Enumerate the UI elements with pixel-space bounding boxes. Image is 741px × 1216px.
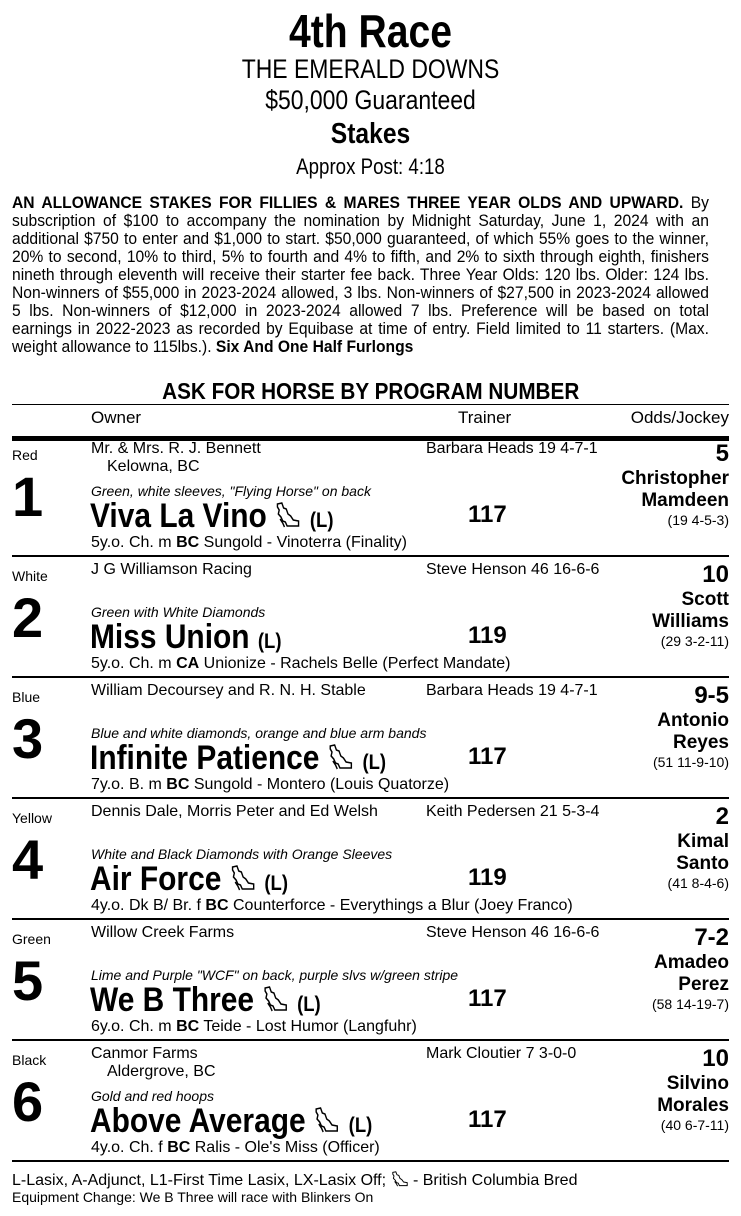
horse-name: Air Force	[90, 860, 222, 898]
age-sex: 5y.o. Ch. m	[91, 655, 172, 672]
trainer: Keith Pedersen 21 5-3-4	[426, 803, 600, 820]
entry-row	[12, 1042, 729, 1162]
morning-line-odds: 10	[702, 561, 729, 588]
state-bred: BC	[176, 534, 200, 551]
sire-dam: Unionize - Rachels Belle (Perfect Mandate)	[203, 655, 511, 672]
sire-dam: Sungold - Montero (Louis Quatorze)	[193, 776, 450, 793]
age-sex: 5y.o. Ch. m	[91, 534, 172, 551]
jockey-stats: (58 14-19-7)	[651, 996, 729, 1012]
silks-description: Green with White Diamonds	[91, 604, 266, 620]
silks-description: Lime and Purple "WCF" on back, purple slvs w/green stripe	[91, 967, 459, 983]
jockey-stats: (19 4-5-3)	[667, 512, 729, 528]
program-number-banner	[12, 378, 729, 405]
horse-name: We B Three	[90, 981, 255, 1019]
trainer: Barbara Heads 19 4-7-1	[426, 682, 598, 699]
age-sex: 6y.o. Ch. m	[91, 1018, 172, 1035]
saddle-cloth-color: White	[12, 568, 48, 584]
race-distance: Six And One Half Furlongs	[215, 338, 414, 356]
medication: (L)	[309, 509, 334, 532]
silks-description: White and Black Diamonds with Orange Sleeves	[91, 846, 393, 862]
saddle-cloth-color: Blue	[12, 689, 41, 705]
race-header	[0, 0, 741, 182]
owner	[91, 924, 234, 942]
weight: 119	[468, 622, 507, 649]
state-bred: BC	[176, 1018, 200, 1035]
owner-city: Aldergrove, BC	[107, 1063, 216, 1080]
pedigree	[91, 655, 510, 673]
entry-row	[12, 558, 729, 678]
entry-row	[12, 679, 729, 799]
state-bred: CA	[176, 655, 200, 672]
jockey-first-name: Antonio	[657, 710, 729, 731]
jockey-last-name: Morales	[657, 1095, 729, 1116]
jockey	[657, 710, 729, 754]
british-columbia-map-icon	[314, 1106, 340, 1134]
equipment-change: Equipment Change: We B Three will race with Blinkers On	[12, 1189, 374, 1205]
program-number: 4	[12, 828, 44, 891]
bc-bred-legend: - British Columbia Bred	[412, 1172, 578, 1189]
race-conditions	[12, 194, 709, 356]
jockey-last-name: Perez	[678, 974, 729, 995]
owner	[91, 1045, 216, 1081]
race-number: 4th Race	[289, 5, 452, 57]
british-columbia-map-icon	[328, 743, 354, 771]
british-columbia-map-icon	[391, 1170, 409, 1188]
trainer: Steve Henson 46 16-6-6	[426, 561, 600, 578]
british-columbia-map-icon	[275, 501, 301, 529]
trainer: Mark Cloutier 7 3-0-0	[426, 1045, 577, 1062]
jockey-first-name: Scott	[681, 589, 729, 610]
trainer-column-header: Trainer	[458, 408, 512, 427]
entry-row	[12, 800, 729, 920]
weight: 119	[468, 864, 507, 891]
sire-dam: Counterforce - Everythings a Blur (Joey Franco)	[232, 897, 573, 914]
saddle-cloth-color: Red	[12, 447, 38, 463]
jockey	[652, 589, 729, 633]
owner	[91, 561, 252, 579]
program-number: 1	[12, 465, 44, 528]
medication: (L)	[297, 993, 321, 1016]
jockey-last-name: Mamdeen	[641, 490, 729, 511]
jockey	[621, 468, 729, 512]
medication: (L)	[348, 1114, 373, 1137]
weight: 117	[468, 743, 507, 770]
owner-city: Kelowna, BC	[107, 458, 200, 475]
jockey-stats: (40 6-7-11)	[660, 1117, 729, 1133]
state-bred: BC	[205, 897, 229, 914]
medication-legend: L-Lasix, A-Adjunct, L1-First Time Lasix, LX-Lasix Off;	[12, 1172, 387, 1189]
owner	[91, 682, 366, 700]
sire-dam: Ralis - Ole's Miss (Officer)	[194, 1139, 380, 1156]
jockey-last-name: Reyes	[673, 732, 729, 753]
post-time: Approx Post: 4:18	[296, 154, 445, 179]
odds-jockey-column-header: Odds/Jockey	[630, 408, 729, 427]
age-sex: 4y.o. Dk B/ Br. f	[91, 897, 201, 914]
program-number: 2	[12, 586, 44, 649]
silks-description: Blue and white diamonds, orange and blue arm bands	[91, 725, 427, 741]
owner	[91, 440, 261, 476]
jockey	[676, 831, 729, 875]
jockey-first-name: Kimal	[677, 831, 729, 852]
jockey-last-name: Williams	[652, 611, 729, 632]
weight: 117	[468, 985, 507, 1012]
jockey	[657, 1073, 729, 1117]
morning-line-odds: 10	[702, 1045, 729, 1072]
owner-column-header: Owner	[91, 408, 142, 427]
state-bred: BC	[167, 1139, 191, 1156]
medication: (L)	[257, 630, 282, 653]
footer	[12, 1170, 577, 1206]
sire-dam: Teide - Lost Humor (Langfuhr)	[203, 1018, 417, 1035]
program-number: 6	[12, 1070, 44, 1133]
age-sex: 4y.o. Ch. f	[91, 1139, 163, 1156]
track-name: THE EMERALD DOWNS	[241, 54, 500, 84]
weight: 117	[468, 501, 507, 528]
morning-line-odds: 5	[715, 440, 729, 467]
horse-name: Miss Union	[90, 618, 250, 656]
banner-text: ASK FOR HORSE BY PROGRAM NUMBER	[161, 378, 580, 404]
purse: $50,000 Guaranteed	[265, 85, 476, 115]
british-columbia-map-icon	[230, 864, 256, 892]
weight: 117	[468, 1106, 507, 1133]
silks-description: Gold and red hoops	[91, 1088, 214, 1104]
jockey-stats: (41 8-4-6)	[667, 875, 729, 891]
horse-name: Viva La Vino	[90, 497, 267, 535]
pedigree	[91, 534, 407, 552]
jockey-first-name: Silvino	[666, 1073, 729, 1094]
jockey-last-name: Santo	[676, 853, 729, 874]
morning-line-odds: 2	[715, 803, 729, 830]
saddle-cloth-color: Black	[12, 1052, 47, 1068]
program-number: 5	[12, 949, 44, 1012]
owner-name: J G Williamson Racing	[91, 561, 252, 578]
entry-row	[12, 437, 729, 557]
conditions-body: By subscription of $100 to accompany the nomination by Midnight Saturday, June 1, 2024 with an additional $750 to enter and $1,000 to start. $50,000 guaranteed, of which 55% goes to the winner, 20% to second, 10% to third, 5% to fourth and 4% to fifth, and 2% to sixth through eighth, finishers nineth through eleventh will receive their starter fee back. Three Year Olds: 120 lbs. Older: 124 lbs. Non-winners of $55,000 in 2023-2024 allowed, 3 lbs. Non-winners of $27,500 in 2023-2024 allowed 5 lbs. Non-winners of $12,000 in 2023-2024 allowed 7 lbs. Preference will be based on total earnings in 2022-2023 as recorded by Equibase at time of entry. Field limited to 11 starters. (Max. weight allowance to 115lbs.).	[12, 194, 709, 356]
owner-name: Willow Creek Farms	[91, 924, 235, 941]
pedigree	[91, 776, 449, 794]
morning-line-odds: 7-2	[694, 924, 729, 951]
conditions-lead: AN ALLOWANCE STAKES FOR FILLIES & MARES THREE YEAR OLDS AND UPWARD.	[12, 194, 684, 212]
jockey	[654, 952, 729, 996]
owner-name: Dennis Dale, Morris Peter and Ed Welsh	[91, 803, 378, 820]
pedigree	[91, 897, 573, 915]
jockey-first-name: Christopher	[621, 468, 729, 489]
jockey-stats: (51 11-9-10)	[652, 754, 729, 770]
saddle-cloth-color: Yellow	[12, 810, 52, 826]
silks-description: Green, white sleeves, "Flying Horse" on back	[91, 483, 371, 499]
trainer: Barbara Heads 19 4-7-1	[426, 440, 598, 457]
medication: (L)	[362, 751, 387, 774]
entry-row	[12, 921, 729, 1041]
british-columbia-map-icon	[262, 985, 288, 1013]
owner-name: Canmor Farms	[91, 1045, 198, 1062]
sire-dam: Sungold - Vinoterra (Finality)	[203, 534, 407, 551]
owner-name: William Decoursey and R. N. H. Stable	[91, 682, 366, 699]
owner-name: Mr. & Mrs. R. J. Bennett	[91, 440, 261, 457]
medication: (L)	[264, 872, 288, 895]
state-bred: BC	[166, 776, 190, 793]
owner	[91, 803, 378, 821]
pedigree	[91, 1018, 417, 1036]
pedigree	[91, 1139, 380, 1157]
jockey-stats: (29 3-2-11)	[660, 633, 729, 649]
jockey-first-name: Amadeo	[654, 952, 729, 973]
race-type: Stakes	[330, 118, 411, 150]
trainer: Steve Henson 46 16-6-6	[426, 924, 600, 941]
horse-name: Above Average	[90, 1102, 306, 1140]
morning-line-odds: 9-5	[694, 682, 729, 709]
horse-name: Infinite Patience	[90, 739, 320, 777]
age-sex: 7y.o. B. m	[91, 776, 162, 793]
saddle-cloth-color: Green	[12, 931, 51, 947]
program-number: 3	[12, 707, 44, 770]
